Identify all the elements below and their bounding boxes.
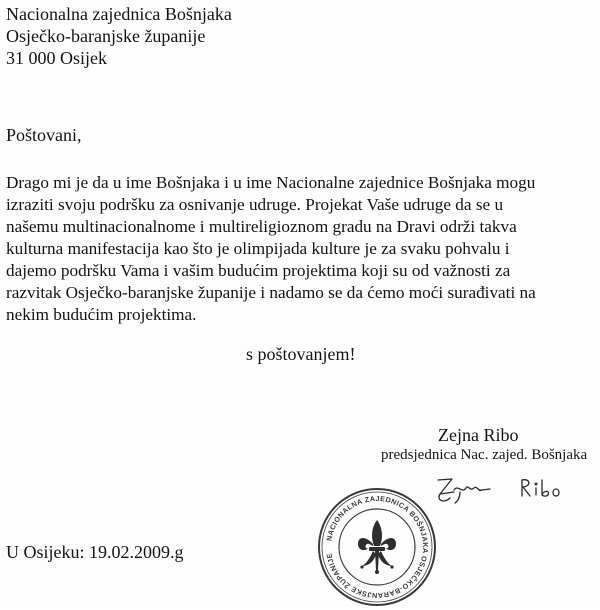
signer-name: Zejna Ribo <box>438 425 519 445</box>
signer-title: predsjednica Nac. zajed. Bošnjaka <box>381 447 588 463</box>
body-line: Drago mi je da u ime Bošnjaka i u ime Nacionalne zajednice Bošnjaka mogu <box>6 173 536 192</box>
handwritten-signature <box>430 470 570 510</box>
sender-address <box>6 3 232 69</box>
closing-phrase: s poštovanjem! <box>246 344 356 364</box>
body-line: razvitak Osječko-baranjske županije i nadamo se da ćemo moći surađivati na <box>6 283 536 302</box>
body-line: kulturna manifestacija kao što je olimpijada kulture je za svaku pohvalu i <box>6 239 510 258</box>
body-line: dajemo podršku Vama i vašim budućim projektima koji su od važnosti za <box>6 261 511 280</box>
sender-organization: Nacionalna zajednica Bošnjaka <box>6 4 232 24</box>
stamp-text: NACIONALNA ZAJEDNICA BOŠNJAKA OSJEČKO-BARANJSKE ŽUPANIJE <box>324 493 431 601</box>
sender-postal-city: 31 000 Osijek <box>6 48 107 68</box>
letter-body <box>6 172 594 326</box>
body-line: nekim budućim projektima. <box>6 305 197 324</box>
fleur-de-lis-icon <box>358 520 396 574</box>
official-stamp <box>314 484 440 610</box>
date-place-line: U Osijeku: 19.02.2009.g <box>6 542 184 562</box>
body-line: našemu multinacionalnome i multireligioznom gradu na Dravi održi takva <box>6 217 517 236</box>
sender-county: Osječko-baranjske županije <box>6 26 206 46</box>
body-line: izraziti svoju podršku za osnivanje udruge. Projekat Vaše udruge da se u <box>6 195 504 214</box>
salutation: Poštovani, <box>6 125 82 145</box>
